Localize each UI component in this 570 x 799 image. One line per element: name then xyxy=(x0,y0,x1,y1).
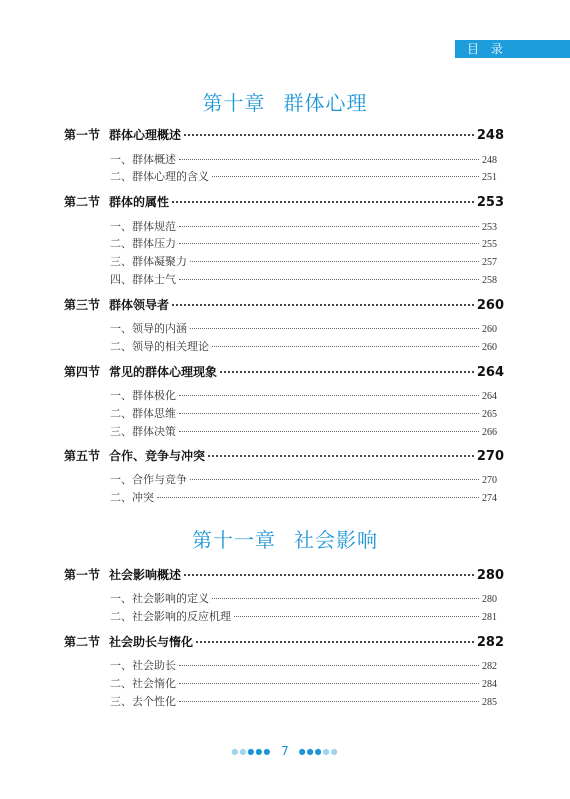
section-title: 群体领导者 xyxy=(109,298,170,312)
section-title: 群体心理概述 xyxy=(109,128,182,142)
toc-section[interactable] xyxy=(64,295,504,313)
chapter-title: 社会影响 xyxy=(294,528,378,552)
dot-leader xyxy=(172,189,474,203)
page-number: 260 xyxy=(482,342,497,353)
subsection-title: 三、群体凝聚力 xyxy=(110,255,187,268)
toc-subsection[interactable] xyxy=(110,271,497,287)
subsection-title: 一、社会影响的定义 xyxy=(110,592,209,605)
page-number: 270 xyxy=(482,475,497,486)
page-number: 260 xyxy=(482,324,497,335)
subsection-title: 二、群体压力 xyxy=(110,237,176,250)
dot-leader xyxy=(212,587,479,599)
toc-section[interactable] xyxy=(64,632,504,650)
page-number: 280 xyxy=(476,568,504,583)
toc-subsection[interactable] xyxy=(110,608,497,624)
page-number: 281 xyxy=(482,612,497,623)
subsection-title: 二、社会惰化 xyxy=(110,677,176,690)
chapter-number: 第十一章 xyxy=(192,528,276,552)
page-number: 285 xyxy=(482,697,497,708)
section-number: 第一节 xyxy=(64,568,101,582)
section-title: 群体的属性 xyxy=(109,195,170,209)
dot-leader xyxy=(184,122,474,136)
dot-leader xyxy=(184,562,474,576)
dot-leader xyxy=(179,672,479,684)
chapter-heading xyxy=(0,87,570,116)
page-number: 248 xyxy=(476,128,504,143)
dot-leader xyxy=(234,605,479,617)
toc-section[interactable] xyxy=(64,565,504,583)
dot-leader xyxy=(208,443,474,457)
page-number: 265 xyxy=(482,409,497,420)
section-number: 第二节 xyxy=(64,195,101,209)
dot-leader xyxy=(179,148,479,160)
subsection-title: 一、群体极化 xyxy=(110,389,176,402)
subsection-title: 一、领导的内涵 xyxy=(110,322,187,335)
subsection-title: 四、群体士气 xyxy=(110,273,176,286)
toc-subsection[interactable] xyxy=(110,423,497,439)
subsection-title: 二、冲突 xyxy=(110,491,154,504)
dot-leader xyxy=(179,402,479,414)
page-number: 280 xyxy=(482,594,497,605)
subsection-title: 一、合作与竞争 xyxy=(110,473,187,486)
section-number: 第一节 xyxy=(64,128,101,142)
page-number: 248 xyxy=(482,155,497,166)
dot-leader xyxy=(179,215,479,227)
section-title: 社会影响概述 xyxy=(109,568,182,582)
toc-subsection[interactable] xyxy=(110,657,497,673)
page-footer xyxy=(0,744,570,758)
dot-leader xyxy=(212,165,479,177)
page-number: 284 xyxy=(482,679,497,690)
toc-subsection[interactable] xyxy=(110,675,497,691)
section-title: 社会助长与惰化 xyxy=(109,635,194,649)
toc-section[interactable] xyxy=(64,362,504,380)
toc-subsection[interactable] xyxy=(110,338,497,354)
dot-leader xyxy=(179,268,479,280)
page-number: 270 xyxy=(476,449,504,464)
subsection-title: 一、群体概述 xyxy=(110,153,176,166)
toc-header-tab: 目 录 xyxy=(455,40,570,58)
toc-subsection[interactable] xyxy=(110,320,497,336)
dot-leader xyxy=(190,317,479,329)
dot-leader xyxy=(190,468,479,480)
chapter-title: 群体心理 xyxy=(283,91,368,115)
subsection-title: 一、群体规范 xyxy=(110,220,176,233)
chapter-number: 第十章 xyxy=(202,91,266,115)
subsection-title: 二、领导的相关理论 xyxy=(110,340,209,353)
toc-subsection[interactable] xyxy=(110,489,497,505)
page-number: 260 xyxy=(476,298,504,313)
toc-subsection[interactable] xyxy=(110,235,497,251)
subsection-title: 二、群体心理的含义 xyxy=(110,170,209,183)
page-number: 282 xyxy=(482,661,497,672)
footer-dots-left-icon: ●●●●● xyxy=(231,747,272,756)
section-number: 第二节 xyxy=(64,635,101,649)
chapter-heading xyxy=(0,524,570,553)
toc-subsection[interactable] xyxy=(110,253,497,269)
subsection-title: 一、社会助长 xyxy=(110,659,176,672)
section-number: 第三节 xyxy=(64,298,101,312)
toc-subsection[interactable] xyxy=(110,387,497,403)
subsection-title: 三、去个性化 xyxy=(110,695,176,708)
page-number: 251 xyxy=(482,172,497,183)
footer-dots-right-icon: ●●●●● xyxy=(298,747,339,756)
page-number: 253 xyxy=(482,222,497,233)
subsection-title: 二、群体思维 xyxy=(110,407,176,420)
dot-leader xyxy=(179,690,479,702)
section-title: 合作、竞争与冲突 xyxy=(109,449,206,463)
toc-subsection[interactable] xyxy=(110,590,497,606)
toc-section[interactable] xyxy=(64,446,504,464)
page-number: 257 xyxy=(482,257,497,268)
footer-page-number: 7 xyxy=(281,744,289,758)
subsection-title: 三、群体决策 xyxy=(110,425,176,438)
page-number: 258 xyxy=(482,275,497,286)
page-number: 264 xyxy=(476,365,504,380)
toc-subsection[interactable] xyxy=(110,168,497,184)
section-title: 常见的群体心理现象 xyxy=(109,365,218,379)
dot-leader xyxy=(179,654,479,666)
page-number: 282 xyxy=(476,635,504,650)
toc-section[interactable] xyxy=(64,125,504,143)
toc-subsection[interactable] xyxy=(110,405,497,421)
page-number: 274 xyxy=(482,493,497,504)
subsection-title: 二、社会影响的反应机理 xyxy=(110,610,231,623)
toc-section[interactable] xyxy=(64,192,504,210)
dot-leader xyxy=(179,232,479,244)
dot-leader xyxy=(212,335,479,347)
page-number: 253 xyxy=(476,195,504,210)
dot-leader xyxy=(196,629,474,643)
toc-subsection[interactable] xyxy=(110,471,497,487)
dot-leader xyxy=(190,250,479,262)
dot-leader xyxy=(157,486,479,498)
page-number: 266 xyxy=(482,427,497,438)
section-number: 第五节 xyxy=(64,449,101,463)
page-number: 255 xyxy=(482,239,497,250)
dot-leader xyxy=(220,359,474,373)
dot-leader xyxy=(179,420,479,432)
section-number: 第四节 xyxy=(64,365,101,379)
toc-subsection[interactable] xyxy=(110,693,497,709)
dot-leader xyxy=(179,384,479,396)
page-number: 264 xyxy=(482,391,497,402)
dot-leader xyxy=(172,292,474,306)
